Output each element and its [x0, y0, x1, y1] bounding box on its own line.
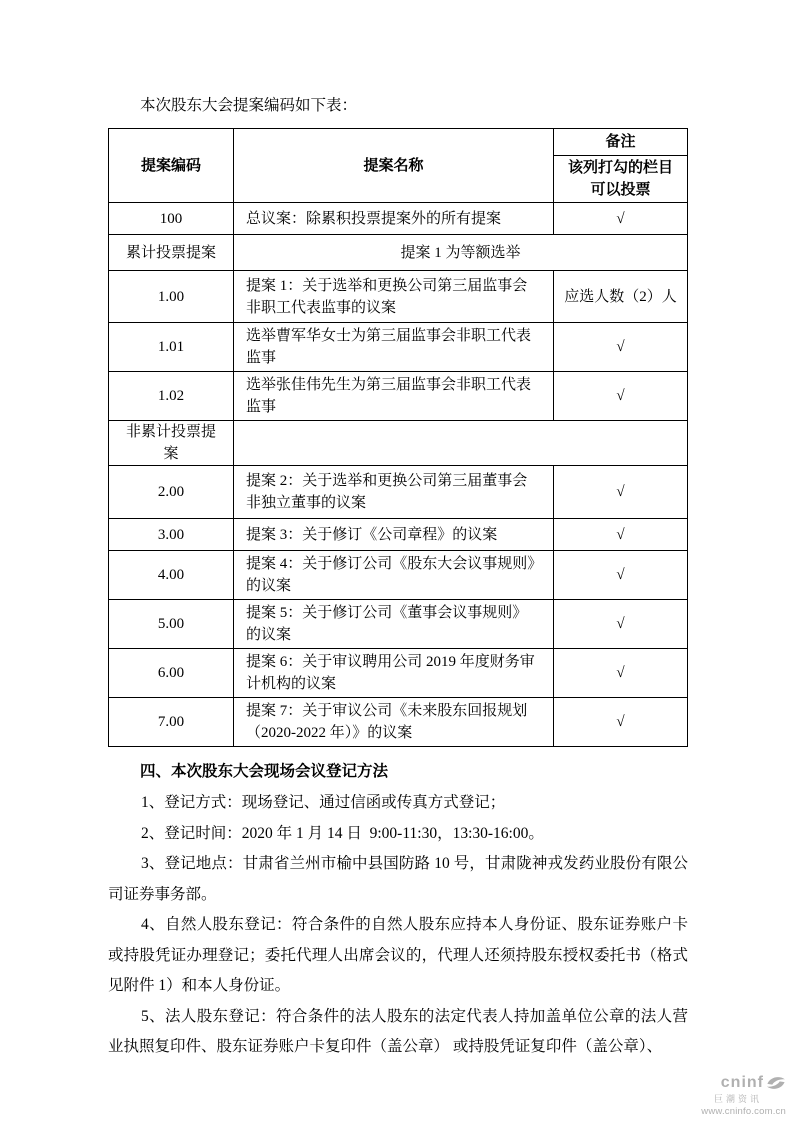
- proposal-code-cell: 7.00: [109, 698, 234, 747]
- proposal-section-cell: [234, 421, 688, 466]
- proposal-table-body: [109, 203, 688, 747]
- proposal-code-cell: 1.02: [109, 372, 234, 421]
- proposal-code-cell: 6.00: [109, 649, 234, 698]
- proposal-remark-cell: √: [554, 519, 688, 551]
- proposal-code-cell: 非累计投票提案: [109, 421, 234, 466]
- proposal-remark-cell: √: [554, 649, 688, 698]
- registration-paragraph: 1、登记方式：现场登记、通过信函或传真方式登记；: [141, 794, 506, 811]
- registration-paragraph: 5、法人股东登记：符合条件的法人股东的法定代表人持加盖单位公章的法人营业执照复印件、股东证券账户卡复印件（盖公章） 或持股凭证复印件（盖公章）、: [108, 1007, 688, 1055]
- proposal-name-cell: 提案 3：关于修订《公司章程》的议案: [234, 519, 554, 551]
- document-content: [108, 95, 688, 1063]
- registration-paragraph: 4、自然人股东登记：符合条件的自然人股东应持本人身份证、股东证券账户卡或持股凭证办理登记；委托代理人出席会议的，代理人还须持股东授权委托书（格式见附件 1）和本人身份证。: [108, 916, 688, 994]
- proposal-name-cell: 提案 2：关于选举和更换公司第三届董事会非独立董事的议案: [234, 466, 554, 519]
- proposal-remark-cell: √: [554, 551, 688, 600]
- cninfo-chinese-name: 巨潮资讯: [713, 1094, 762, 1104]
- proposal-code-cell: 5.00: [109, 600, 234, 649]
- cninfo-brand-text: cninf: [720, 1074, 764, 1091]
- proposal-remark-cell: √: [554, 698, 688, 747]
- table-row: [109, 519, 688, 551]
- proposal-name-cell: 提案 1：关于选举和更换公司第三届监事会非职工代表监事的议案: [234, 271, 554, 323]
- proposal-section-cell: 提案 1 为等额选举: [234, 235, 688, 271]
- proposal-code-cell: 100: [109, 203, 234, 235]
- proposal-name-cell: 总议案：除累积投票提案外的所有提案: [234, 203, 554, 235]
- proposal-name-cell: 选举张佳伟先生为第三届监事会非职工代表监事: [234, 372, 554, 421]
- table-row: [109, 698, 688, 747]
- section-heading-registration: 四、本次股东大会现场会议登记方法: [140, 763, 389, 780]
- table-row: [109, 372, 688, 421]
- proposal-code-cell: 3.00: [109, 519, 234, 551]
- proposal-remark-cell: √: [554, 203, 688, 235]
- cninfo-url: www.cninfo.com.cn: [701, 1106, 786, 1117]
- table-row: [109, 203, 688, 235]
- table-row: [109, 421, 688, 466]
- proposal-name-cell: 提案 5：关于修订公司《董事会议事规则》的议案: [234, 600, 554, 649]
- cninfo-logo: [666, 1074, 786, 1117]
- table-row: [109, 323, 688, 372]
- registration-paragraph: 3、登记地点：甘肃省兰州市榆中县国防路 10 号，甘肃陇神戎发药业股份有限公司证券事务部。: [108, 855, 688, 903]
- table-row: [109, 649, 688, 698]
- header-proposal-code: 提案编码: [109, 129, 234, 203]
- proposal-remark-cell: 应选人数（2）人: [554, 271, 688, 323]
- proposal-name-cell: 选举曹军华女士为第三届监事会非职工代表监事: [234, 323, 554, 372]
- proposal-remark-cell: √: [554, 323, 688, 372]
- intro-line: 本次股东大会提案编码如下表：: [140, 97, 358, 114]
- proposal-name-cell: 提案 4：关于修订公司《股东大会议事规则》的议案: [234, 551, 554, 600]
- proposal-name-cell: 提案 6：关于审议聘用公司 2019 年度财务审计机构的议案: [234, 649, 554, 698]
- cninfo-logo-top: [666, 1074, 786, 1092]
- header-remark-note: 该列打勾的栏目可以投票: [554, 156, 688, 203]
- table-row: [109, 271, 688, 323]
- proposal-code-cell: 累计投票提案: [109, 235, 234, 271]
- proposal-code-cell: 1.01: [109, 323, 234, 372]
- proposal-remark-cell: √: [554, 466, 688, 519]
- proposal-code-cell: 2.00: [109, 466, 234, 519]
- table-row: [109, 551, 688, 600]
- proposal-table-header: [109, 129, 688, 203]
- header-proposal-name: 提案名称: [234, 129, 554, 203]
- table-row: [109, 600, 688, 649]
- cninfo-swirl-icon: [766, 1074, 786, 1092]
- registration-paragraphs: [108, 788, 688, 1063]
- proposal-remark-cell: √: [554, 600, 688, 649]
- proposal-remark-cell: √: [554, 372, 688, 421]
- header-remark: 备注: [554, 129, 688, 156]
- proposal-code-table: [108, 128, 688, 747]
- proposal-name-cell: 提案 7：关于审议公司《未来股东回报规划（2020-2022 年）》的议案: [234, 698, 554, 747]
- registration-paragraph: 2、登记时间：2020 年 1 月 14 日 9:00-11:30，13:30-16:00。: [141, 824, 544, 842]
- table-row: [109, 235, 688, 271]
- proposal-code-cell: 1.00: [109, 271, 234, 323]
- table-row: [109, 466, 688, 519]
- proposal-code-cell: 4.00: [109, 551, 234, 600]
